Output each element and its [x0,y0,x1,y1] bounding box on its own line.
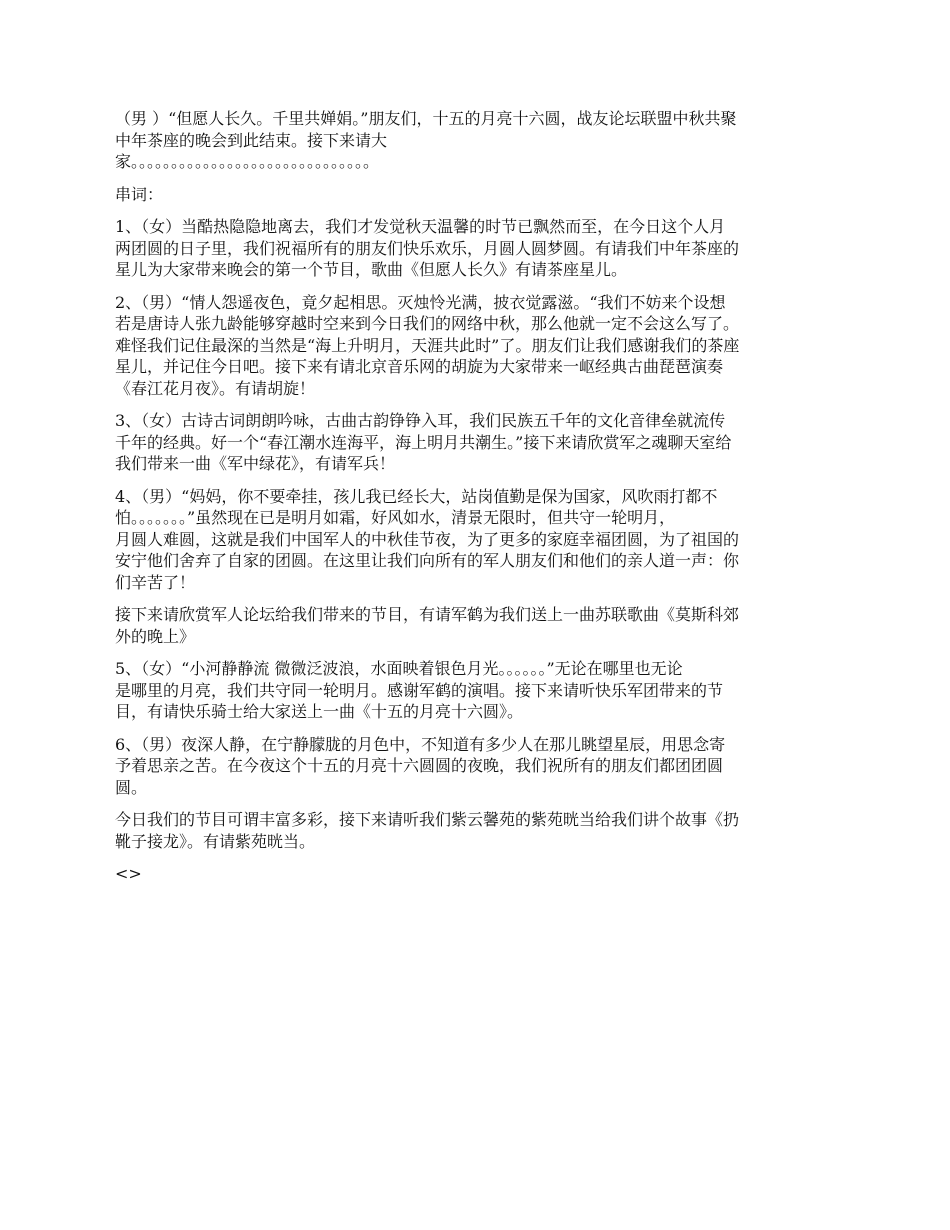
text-line: 怕。。。。。。。”虽然现在已是明月如霜，好风如水，清景无限时，但共守一轮明月， [115,508,676,527]
document-body [115,108,842,885]
text-line: 予着思亲之苦。在今夜这个十五的月亮十六圆圆的夜晚，我们祝所有的朋友们都团团圆 [115,756,724,775]
text-line: 串词： [115,184,164,204]
text-line: 目，有请快乐骑士给大家送上一曲《十五的月亮十六圆》。 [115,702,524,721]
text-line: 们辛苦了！ [115,572,196,592]
text-line: 我们带来一曲《军中绿花》，有请军兵！ [115,454,396,473]
paragraph [115,863,842,885]
text-line: <> [115,864,142,883]
text-line: 圆。 [115,777,148,797]
text-line: 今日我们的节目可谓丰富多彩，接下来请听我们紫云馨苑的紫苑晄当给我们讲个故事《扔 [115,810,740,829]
text-line: 星儿为大家带来晚会的第一个节目，歌曲《但愿人长久》有请茶座星儿。 [115,260,628,279]
text-line: 6、（男）夜深人静，在宁静朦胧的月色中，不知道有多少人在那儿眺望星辰，用思念寄 [115,734,726,754]
paragraph [115,658,842,723]
text-line: 难怪我们记住最深的当然是“海上升明月，天涯共此时”了。朋友们让我们感谢我们的茶座 [115,335,740,355]
text-line: 4、（男）“妈妈，你不要牵挂，孩儿我已经长大，站岗值勤是保为国家，风吹雨打都不 [115,486,718,506]
text-line: 千年的经典。好一个“春江潮水连海平，海上明月共潮生。”接下来请欣赏军之魂聊天室给 [115,432,732,452]
paragraph [115,604,842,647]
text-line: 家。。。。。。。。。。。。。。。。。。。。。。。。。。。。。。 [115,152,380,171]
text-line: 3、（女）古诗古词朗朗吟咏，古曲古韵铮铮入耳，我们民族五千年的文化音律垒就流传 [115,411,726,430]
text-line: 安宁他们舍弃了自家的团圆。在这里让我们向所有的军人朋友们和他们的亲人道一声：你 [115,551,740,570]
paragraph [115,184,842,206]
paragraph [115,809,842,852]
document-page [115,108,842,896]
text-line: 5、（女）“小河静静流 微微泛波浪，水面映着银色月光。。。。。。”无论在哪里也无论 [115,659,683,678]
text-line: 2、（男）“情人怨遥夜色，竟夕起相思。灭烛怜光满，披衣觉露滋。“我们不妨来个设想 [115,292,726,312]
paragraph [115,410,842,475]
text-line: 星儿，并记住今日吧。接下来有请北京音乐网的胡旋为大家带来一岖经典古曲琵琶演奏 [115,357,724,376]
paragraph [115,292,842,400]
paragraph [115,216,842,281]
text-line: 若是唐诗人张九龄能够穿越时空来到今日我们的网络中秋，那么他就一定不会这么写了。 [115,314,740,333]
text-line: 月圆人难圆，这就是我们中国军人的中秋佳节夜，为了更多的家庭幸福团圆，为了祖国的 [115,529,740,549]
text-line: 接下来请欣赏军人论坛给我们带来的节目，有请军鹤为我们送上一曲苏联歌曲《莫斯科郊 [115,605,740,624]
text-line: 两团圆的日子里，我们祝福所有的朋友们快乐欢乐，月圆人圆梦圆。有请我们中年茶座的 [115,238,740,258]
paragraph [115,486,842,594]
text-line: 外的晚上》 [115,626,196,646]
text-line: 《春江花月夜》。有请胡旋！ [115,378,316,398]
text-line: 靴子接龙》。有请紫苑晄当。 [115,831,316,851]
paragraph [115,734,842,799]
text-line: 中年茶座的晚会到此结束。接下来请大 [115,130,388,150]
text-line: 是哪里的月亮，我们共守同一轮明月。感谢军鹤的演唱。接下来请听快乐军团带来的节 [115,680,724,700]
paragraph [115,108,842,173]
text-line: 1、（女）当酷热隐隐地离去，我们才发觉秋天温馨的时节已飘然而至，在今日这个人月 [115,217,726,236]
text-line: （男 ）“但愿人长久。千里共婵娟。”朋友们，十五的月亮十六圆，战友论坛联盟中秋共聚 [115,109,737,128]
